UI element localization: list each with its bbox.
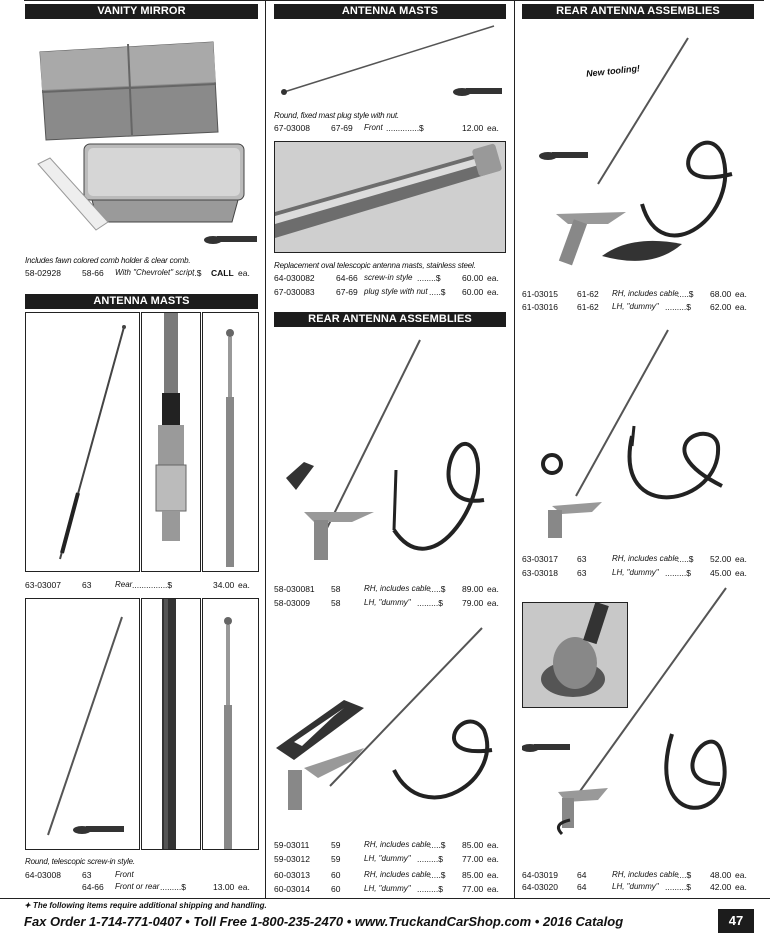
price: 89.00 bbox=[462, 584, 484, 594]
product-row bbox=[274, 853, 506, 865]
unit: ea. bbox=[487, 273, 499, 283]
year-range: 64 bbox=[577, 882, 587, 892]
column-divider bbox=[514, 0, 515, 898]
year-range: 60 bbox=[331, 884, 341, 894]
dot-leader: .........$ bbox=[417, 854, 443, 864]
price: 85.00 bbox=[462, 870, 484, 880]
year-range: 58 bbox=[331, 598, 341, 608]
unit: ea. bbox=[735, 554, 747, 564]
section-header-rear-antenna: REAR ANTENNA ASSEMBLIES bbox=[274, 312, 506, 327]
antenna-mast-photo bbox=[25, 312, 140, 572]
mast-tip-photo bbox=[202, 598, 259, 850]
price: 60.00 bbox=[462, 273, 484, 283]
part-number: 64-03019 bbox=[522, 870, 558, 880]
footer-rule bbox=[0, 898, 770, 899]
section-header-antenna-masts: ANTENNA MASTS bbox=[25, 294, 258, 309]
item-desc: Rear bbox=[115, 580, 133, 589]
dot-leader: ..............$ bbox=[386, 123, 424, 133]
telescopic-mast-photo bbox=[25, 598, 140, 850]
year-range: 59 bbox=[331, 854, 341, 864]
part-number: 67-03008 bbox=[274, 123, 310, 133]
unit: ea. bbox=[735, 870, 747, 880]
dot-leader: .........$ bbox=[417, 598, 443, 608]
item-desc: With "Chevrolet" script bbox=[115, 268, 195, 277]
contact-line: Fax Order 1-714-771-0407 • Toll Free 1-800-235-2470 • www.TruckandCarShop.com • 2016 Catalog bbox=[24, 914, 624, 929]
unit: ea. bbox=[238, 580, 250, 590]
year-range: 63 bbox=[82, 580, 92, 590]
price: 52.00 bbox=[710, 554, 732, 564]
antenna-tip-photo bbox=[202, 312, 259, 572]
price: 12.00 bbox=[462, 123, 484, 133]
price: 60.00 bbox=[462, 287, 484, 297]
year-range: 59 bbox=[331, 840, 341, 850]
unit: ea. bbox=[735, 568, 747, 578]
year-range: 64 bbox=[577, 870, 587, 880]
price: 48.00 bbox=[710, 870, 732, 880]
year-range: 58-66 bbox=[82, 268, 104, 278]
unit: ea. bbox=[487, 123, 499, 133]
part-number: 61-03016 bbox=[522, 302, 558, 312]
item-desc: LH, "dummy" bbox=[612, 568, 659, 577]
item-desc: screw-in style bbox=[364, 273, 413, 282]
price: 62.00 bbox=[710, 302, 732, 312]
part-number: 59-03011 bbox=[274, 840, 310, 850]
column-divider bbox=[265, 0, 266, 898]
dot-leader: .....$ bbox=[677, 289, 694, 299]
product-row bbox=[522, 288, 754, 300]
dot-leader: .........$ bbox=[665, 302, 691, 312]
rear-antenna-64-photo bbox=[522, 584, 754, 864]
item-desc: Front bbox=[364, 123, 383, 132]
item-desc: Front bbox=[115, 870, 134, 879]
year-range: 60 bbox=[331, 870, 341, 880]
product-row bbox=[274, 869, 506, 881]
item-desc: LH, "dummy" bbox=[364, 598, 411, 607]
product-row bbox=[522, 553, 754, 565]
unit: ea. bbox=[487, 287, 499, 297]
price: 13.00 bbox=[213, 882, 235, 892]
part-number: 58-02928 bbox=[25, 268, 61, 278]
unit: ea. bbox=[487, 870, 499, 880]
dot-leader: .........$ bbox=[665, 568, 691, 578]
dot-leader: ..$ bbox=[192, 268, 202, 278]
product-row bbox=[522, 881, 754, 893]
price: 45.00 bbox=[710, 568, 732, 578]
part-number: 64-03008 bbox=[25, 870, 61, 880]
dot-leader: .........$ bbox=[665, 882, 691, 892]
price: 68.00 bbox=[710, 289, 732, 299]
section-header-rear-antenna: REAR ANTENNA ASSEMBLIES bbox=[522, 4, 754, 19]
part-number: 60-03014 bbox=[274, 884, 310, 894]
product-row bbox=[274, 122, 506, 134]
telescopic-description: Round, telescopic screw-in style. bbox=[25, 857, 135, 866]
item-desc: RH, includes cable bbox=[364, 584, 431, 593]
unit: ea. bbox=[487, 598, 499, 608]
part-number: 61-03015 bbox=[522, 289, 558, 299]
section-header-vanity-mirror: VANITY MIRROR bbox=[25, 4, 258, 19]
price: 77.00 bbox=[462, 854, 484, 864]
year-range: 67-69 bbox=[336, 287, 358, 297]
top-rule bbox=[24, 0, 764, 1]
year-range: 61-62 bbox=[577, 289, 599, 299]
part-number: 64-03020 bbox=[522, 882, 558, 892]
oval-mast-description: Replacement oval telescopic antenna masts, stainless steel. bbox=[274, 261, 476, 270]
product-row bbox=[522, 301, 754, 313]
dot-leader: .........$ bbox=[417, 884, 443, 894]
product-row bbox=[274, 597, 506, 609]
unit: ea. bbox=[487, 854, 499, 864]
year-range: 63 bbox=[577, 568, 587, 578]
dot-leader: .....$ bbox=[677, 554, 694, 564]
part-number: 64-030082 bbox=[274, 273, 315, 283]
price: 79.00 bbox=[462, 598, 484, 608]
price: 34.00 bbox=[213, 580, 235, 590]
unit: ea. bbox=[735, 302, 747, 312]
product-row bbox=[274, 839, 506, 851]
rear-antenna-58-photo bbox=[274, 330, 506, 580]
unit: ea. bbox=[238, 882, 250, 892]
part-number: 60-03013 bbox=[274, 870, 310, 880]
item-desc: RH, includes cable bbox=[364, 870, 431, 879]
part-number: 67-030083 bbox=[274, 287, 315, 297]
rear-antenna-59-60-photo bbox=[274, 620, 506, 832]
mast-closeup-photo bbox=[141, 598, 201, 850]
product-row bbox=[25, 267, 258, 279]
dot-leader: .........$ bbox=[160, 882, 186, 892]
year-range: 67-69 bbox=[331, 123, 353, 133]
year-range: 64-66 bbox=[82, 882, 104, 892]
unit: ea. bbox=[487, 884, 499, 894]
rear-antenna-63-photo bbox=[522, 326, 754, 548]
unit: ea. bbox=[735, 289, 747, 299]
item-desc: LH, "dummy" bbox=[612, 302, 659, 311]
item-desc: plug style with nut bbox=[364, 287, 428, 296]
shipping-note: ✦ The following items require additional shipping and handling. bbox=[24, 901, 267, 910]
part-number: 58-030081 bbox=[274, 584, 315, 594]
fixed-mast-photo bbox=[274, 20, 506, 108]
section-header-antenna-masts: ANTENNA MASTS bbox=[274, 4, 506, 19]
year-range: 63 bbox=[577, 554, 587, 564]
price: 85.00 bbox=[462, 840, 484, 850]
price: 42.00 bbox=[710, 882, 732, 892]
fixed-mast-description: Round, fixed mast plug style with nut. bbox=[274, 111, 399, 120]
price: CALL bbox=[211, 268, 234, 278]
item-desc: RH, includes cable bbox=[612, 870, 679, 879]
unit: ea. bbox=[487, 840, 499, 850]
product-row bbox=[25, 881, 258, 893]
price: 77.00 bbox=[462, 884, 484, 894]
year-range: 63 bbox=[82, 870, 92, 880]
part-number: 63-03018 bbox=[522, 568, 558, 578]
part-number: 63-03017 bbox=[522, 554, 558, 564]
item-desc: RH, includes cable bbox=[364, 840, 431, 849]
unit: ea. bbox=[238, 268, 250, 278]
product-row bbox=[274, 272, 506, 284]
dot-leader: .....$ bbox=[429, 584, 446, 594]
product-row bbox=[522, 869, 754, 881]
dot-leader: ....$ bbox=[677, 870, 692, 880]
part-number: 58-03009 bbox=[274, 598, 310, 608]
vanity-description: Includes fawn colored comb holder & clear comb. bbox=[25, 256, 191, 265]
product-row bbox=[274, 883, 506, 895]
product-row bbox=[274, 286, 506, 298]
item-desc: Front or rear bbox=[115, 882, 160, 891]
antenna-base-photo bbox=[141, 312, 201, 572]
item-desc: RH, includes cable bbox=[612, 289, 679, 298]
item-desc: LH, "dummy" bbox=[364, 854, 411, 863]
new-tooling-label: New tooling! bbox=[585, 63, 641, 79]
vanity-mirror-photo bbox=[28, 22, 258, 252]
item-desc: RH, includes cable bbox=[612, 554, 679, 563]
product-row bbox=[522, 567, 754, 579]
unit: ea. bbox=[735, 882, 747, 892]
product-row bbox=[25, 869, 258, 881]
dot-leader: ........$ bbox=[417, 273, 441, 283]
dot-leader: ...............$ bbox=[132, 580, 173, 590]
oval-mast-photo bbox=[274, 141, 506, 253]
year-range: 61-62 bbox=[577, 302, 599, 312]
item-desc: LH, "dummy" bbox=[364, 884, 411, 893]
item-desc: LH, "dummy" bbox=[612, 882, 659, 891]
part-number: 63-03007 bbox=[25, 580, 61, 590]
rear-antenna-61-62-photo bbox=[522, 34, 754, 284]
unit: ea. bbox=[487, 584, 499, 594]
year-range: 58 bbox=[331, 584, 341, 594]
dot-leader: .....$ bbox=[429, 287, 446, 297]
part-number: 59-03012 bbox=[274, 854, 310, 864]
year-range: 64-66 bbox=[336, 273, 358, 283]
dot-leader: .....$ bbox=[429, 870, 446, 880]
dot-leader: .....$ bbox=[429, 840, 446, 850]
page-number: 47 bbox=[718, 909, 754, 933]
product-row bbox=[274, 583, 506, 595]
product-row bbox=[25, 579, 258, 591]
